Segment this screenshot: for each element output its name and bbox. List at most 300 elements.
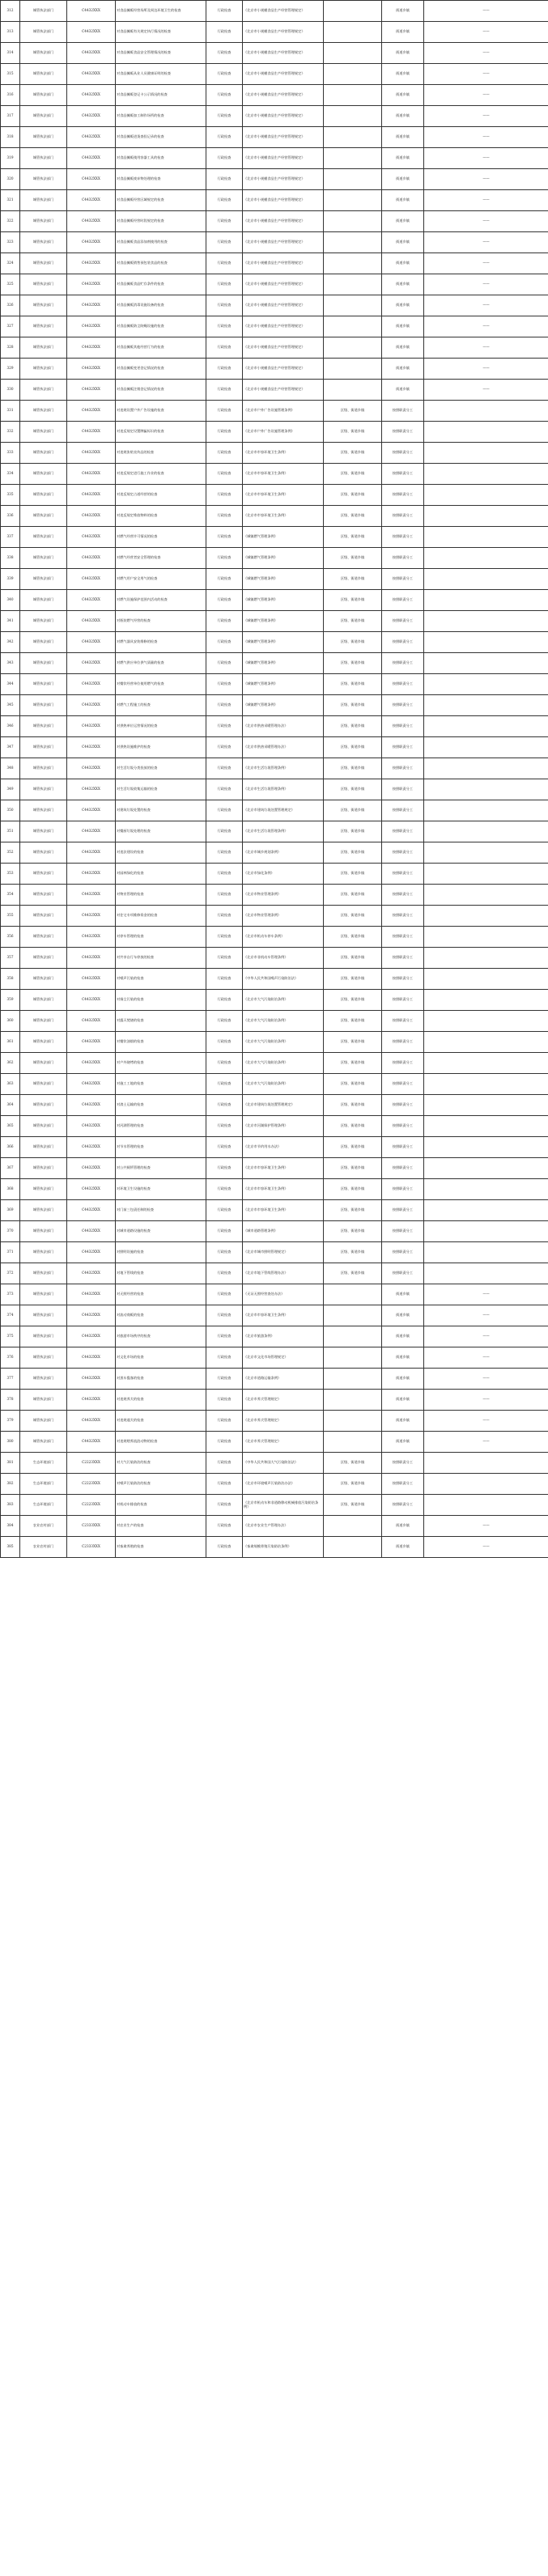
item-code-cell: C4432XXX <box>67 274 116 295</box>
item-code-cell: C4432XXX <box>67 127 116 148</box>
item-code-cell: C4432XXX <box>67 1095 116 1116</box>
table-row <box>1 1474 548 1495</box>
item-code-cell: C4432XXX <box>67 674 116 695</box>
item-name-cell: 对物业管理的检查 <box>116 885 206 906</box>
item-name-cell: 对违反规定堆放物料的检查 <box>116 506 206 527</box>
remarks-cell <box>424 1221 548 1242</box>
item-type-cell: 行政检查 <box>206 1 243 22</box>
remarks-cell <box>424 737 548 758</box>
item-code-cell: C4432XXX <box>67 1326 116 1347</box>
legal-basis-cell: 《北京市市容环境卫生条例》 <box>243 1179 324 1200</box>
table-row <box>1 590 548 611</box>
exercise-level-cell: 街道乡镇 <box>382 295 424 316</box>
legal-basis-cell: 《北京市小规模食品生产经营管理规定》 <box>243 85 324 106</box>
exercise-scope-cell <box>324 253 382 274</box>
item-name-cell: 对食品摊贩消毒设施设备的检查 <box>116 295 206 316</box>
remarks-cell <box>424 548 548 569</box>
item-name-cell: 对违反规定进行施工作业的检查 <box>116 464 206 485</box>
item-code-cell: C2223XXX <box>67 1495 116 1516</box>
exercise-scope-cell: 区级、街道乡镇 <box>324 969 382 990</box>
exercise-level-cell: 街道乡镇 <box>382 1537 424 1558</box>
exercise-level-cell: 按照职责分工 <box>382 695 424 716</box>
exercise-scope-cell: 区级、街道乡镇 <box>324 527 382 548</box>
exercise-scope-cell <box>324 1284 382 1305</box>
table-row <box>1 127 548 148</box>
department-cell: 城管执法部门 <box>20 800 67 821</box>
item-type-cell: 行政检查 <box>206 64 243 85</box>
row-number-cell: 363 <box>1 1074 20 1095</box>
item-name-cell: 对燃气经营者安全管理的检查 <box>116 548 206 569</box>
department-cell: 城管执法部门 <box>20 211 67 232</box>
exercise-level-cell: 按照职责分工 <box>382 1095 424 1116</box>
legal-basis-cell: 《北京市旅游条例》 <box>243 1326 324 1347</box>
exercise-level-cell: 街道乡镇 <box>382 148 424 169</box>
row-number-cell: 350 <box>1 800 20 821</box>
department-cell: 城管执法部门 <box>20 443 67 464</box>
table-row <box>1 316 548 337</box>
item-name-cell: 对公共厕所管理的检查 <box>116 1158 206 1179</box>
row-number-cell: 378 <box>1 1390 20 1411</box>
department-cell: 城管执法部门 <box>20 1116 67 1137</box>
item-code-cell: C4432XXX <box>67 1432 116 1453</box>
item-type-cell: 行政检查 <box>206 1158 243 1179</box>
exercise-scope-cell: 区级、街道乡镇 <box>324 653 382 674</box>
exercise-scope-cell <box>324 1 382 22</box>
exercise-level-cell: 按照职责分工 <box>382 885 424 906</box>
table-row <box>1 779 548 800</box>
remarks-cell <box>424 443 548 464</box>
legal-basis-cell: 《北京市养犬管理规定》 <box>243 1432 324 1453</box>
department-cell: 城管执法部门 <box>20 864 67 885</box>
remarks-cell <box>424 800 548 821</box>
item-type-cell: 行政检查 <box>206 906 243 927</box>
item-type-cell: 行政检查 <box>206 1369 243 1390</box>
item-type-cell: 行政检查 <box>206 295 243 316</box>
remarks-cell: —— <box>424 22 548 43</box>
legal-basis-cell: 《北京市农业生产管理办法》 <box>243 1516 324 1537</box>
item-type-cell: 行政检查 <box>206 885 243 906</box>
exercise-scope-cell: 区级、街道乡镇 <box>324 842 382 864</box>
exercise-level-cell: 按照职责分工 <box>382 1242 424 1263</box>
table-row <box>1 43 548 64</box>
exercise-level-cell: 街道乡镇 <box>382 232 424 253</box>
department-cell: 城管执法部门 <box>20 169 67 190</box>
table-row <box>1 1116 548 1137</box>
item-code-cell: C4432XXX <box>67 1284 116 1305</box>
legal-basis-cell: 《北京市小规模食品生产经营管理规定》 <box>243 106 324 127</box>
row-number-cell: 329 <box>1 359 20 380</box>
remarks-cell <box>424 906 548 927</box>
item-type-cell: 行政检查 <box>206 1053 243 1074</box>
remarks-cell <box>424 422 548 443</box>
item-type-cell: 行政检查 <box>206 1032 243 1053</box>
remarks-cell <box>424 990 548 1011</box>
item-name-cell: 对食品摊贩注销登记情况的检查 <box>116 380 206 401</box>
item-code-cell: C4432XXX <box>67 990 116 1011</box>
exercise-level-cell: 按照职责分工 <box>382 674 424 695</box>
exercise-level-cell: 街道乡镇 <box>382 169 424 190</box>
item-code-cell: C4432XXX <box>67 1053 116 1074</box>
exercise-level-cell: 按照职责分工 <box>382 1011 424 1032</box>
item-code-cell: C2333XXX <box>67 1516 116 1537</box>
legal-basis-cell: 《北京市市容环境卫生条例》 <box>243 1158 324 1179</box>
exercise-level-cell: 按照职责分工 <box>382 864 424 885</box>
item-code-cell: C4432XXX <box>67 1116 116 1137</box>
legal-basis-cell: 《北京市小规模食品生产经营管理规定》 <box>243 295 324 316</box>
row-number-cell: 317 <box>1 106 20 127</box>
legal-basis-cell: 《北京市大气污染防治条例》 <box>243 1011 324 1032</box>
exercise-scope-cell <box>324 337 382 359</box>
exercise-level-cell: 街道乡镇 <box>382 380 424 401</box>
item-name-cell: 对食品摊贩其他经营行为的检查 <box>116 337 206 359</box>
item-code-cell: C4432XXX <box>67 1242 116 1263</box>
department-cell: 城管执法部门 <box>20 464 67 485</box>
department-cell: 城管执法部门 <box>20 948 67 969</box>
legal-basis-cell: 《北京市物业管理条例》 <box>243 885 324 906</box>
row-number-cell: 313 <box>1 22 20 43</box>
item-name-cell: 对食品摊贩变更登记情况的检查 <box>116 359 206 380</box>
table-row <box>1 1390 548 1411</box>
exercise-level-cell: 街道乡镇 <box>382 127 424 148</box>
remarks-cell <box>424 527 548 548</box>
item-code-cell: C4432XXX <box>67 106 116 127</box>
item-type-cell: 行政检查 <box>206 1137 243 1158</box>
legal-basis-cell: 《北京市小规模食品生产经营管理规定》 <box>243 337 324 359</box>
remarks-cell: —— <box>424 316 548 337</box>
exercise-level-cell: 街道乡镇 <box>382 1347 424 1369</box>
row-number-cell: 344 <box>1 674 20 695</box>
department-cell: 城管执法部门 <box>20 1 67 22</box>
row-number-cell: 354 <box>1 885 20 906</box>
row-number-cell: 381 <box>1 1453 20 1474</box>
item-name-cell: 对旅游市场秩序的检查 <box>116 1326 206 1347</box>
table-row <box>1 737 548 758</box>
row-number-cell: 383 <box>1 1495 20 1516</box>
item-name-cell: 对生活垃圾收集运输的检查 <box>116 779 206 800</box>
exercise-level-cell: 按照职责分工 <box>382 1053 424 1074</box>
remarks-cell: —— <box>424 1537 548 1558</box>
department-cell: 城管执法部门 <box>20 927 67 948</box>
exercise-scope-cell: 区级、街道乡镇 <box>324 821 382 842</box>
item-code-cell: C4432XXX <box>67 1221 116 1242</box>
item-code-cell: C4432XXX <box>67 906 116 927</box>
exercise-level-cell: 按照职责分工 <box>382 1074 424 1095</box>
item-name-cell: 对供热设施维护的检查 <box>116 737 206 758</box>
item-code-cell: C4432XXX <box>67 716 116 737</box>
table-row <box>1 85 548 106</box>
exercise-scope-cell: 区级、街道乡镇 <box>324 1116 382 1137</box>
exercise-scope-cell: 区级、街道乡镇 <box>324 800 382 821</box>
exercise-scope-cell: 区级、街道乡镇 <box>324 1032 382 1053</box>
exercise-scope-cell: 区级、街道乡镇 <box>324 864 382 885</box>
remarks-cell <box>424 653 548 674</box>
table-row <box>1 1179 548 1200</box>
item-code-cell: C4432XXX <box>67 295 116 316</box>
item-code-cell: C4432XXX <box>67 422 116 443</box>
remarks-cell: —— <box>424 253 548 274</box>
department-cell: 城管执法部门 <box>20 569 67 590</box>
table-row <box>1 842 548 864</box>
item-name-cell: 对食品摊贩废弃物处理的检查 <box>116 169 206 190</box>
exercise-scope-cell: 区级、街道乡镇 <box>324 1221 382 1242</box>
row-number-cell: 343 <box>1 653 20 674</box>
legal-basis-cell: 《北京市小规模食品生产经营管理规定》 <box>243 64 324 85</box>
department-cell: 城管执法部门 <box>20 716 67 737</box>
department-cell: 城管执法部门 <box>20 1179 67 1200</box>
item-code-cell: C4432XXX <box>67 485 116 506</box>
remarks-cell: —— <box>424 1369 548 1390</box>
item-code-cell: C4432XXX <box>67 253 116 274</box>
exercise-level-cell: 按照职责分工 <box>382 1453 424 1474</box>
exercise-level-cell: 街道乡镇 <box>382 1369 424 1390</box>
remarks-cell <box>424 969 548 990</box>
exercise-scope-cell: 区级、街道乡镇 <box>324 401 382 422</box>
item-type-cell: 行政检查 <box>206 1326 243 1347</box>
exercise-scope-cell <box>324 274 382 295</box>
legal-basis-cell: 《北京市小规模食品生产经营管理规定》 <box>243 190 324 211</box>
exercise-level-cell: 按照职责分工 <box>382 1116 424 1137</box>
row-number-cell: 345 <box>1 695 20 716</box>
exercise-scope-cell: 区级、街道乡镇 <box>324 1053 382 1074</box>
item-code-cell: C4432XXX <box>67 1011 116 1032</box>
exercise-scope-cell <box>324 190 382 211</box>
exercise-level-cell: 按照职责分工 <box>382 1032 424 1053</box>
table-row <box>1 232 548 253</box>
legal-basis-cell: 《城镇燃气管理条例》 <box>243 569 324 590</box>
exercise-scope-cell: 区级、街道乡镇 <box>324 548 382 569</box>
department-cell: 城管执法部门 <box>20 1347 67 1369</box>
item-type-cell: 行政检查 <box>206 1305 243 1326</box>
row-number-cell: 376 <box>1 1347 20 1369</box>
exercise-scope-cell <box>324 1411 382 1432</box>
exercise-scope-cell <box>324 1432 382 1453</box>
item-name-cell: 对渣土运输的检查 <box>116 1095 206 1116</box>
item-type-cell: 行政检查 <box>206 169 243 190</box>
exercise-level-cell: 按照职责分工 <box>382 1200 424 1221</box>
item-code-cell: C4432XXX <box>67 22 116 43</box>
department-cell: 城管执法部门 <box>20 401 67 422</box>
item-name-cell: 对施工工地的检查 <box>116 1074 206 1095</box>
item-name-cell: 对扬尘污染的检查 <box>116 990 206 1011</box>
exercise-scope-cell: 区级、街道乡镇 <box>324 1263 382 1284</box>
item-name-cell: 对食品摊贩食品安全管理情况的检查 <box>116 43 206 64</box>
department-cell: 城管执法部门 <box>20 1158 67 1179</box>
row-number-cell: 360 <box>1 1011 20 1032</box>
item-code-cell: C4432XXX <box>67 1158 116 1179</box>
remarks-cell: —— <box>424 190 548 211</box>
item-name-cell: 对燃气经营许可情况的检查 <box>116 527 206 548</box>
legal-basis-cell: 《北京市生活垃圾管理条例》 <box>243 758 324 779</box>
row-number-cell: 319 <box>1 148 20 169</box>
exercise-level-cell: 按照职责分工 <box>382 1495 424 1516</box>
remarks-cell: —— <box>424 1390 548 1411</box>
legal-basis-cell: 《城镇燃气管理条例》 <box>243 611 324 632</box>
remarks-cell <box>424 842 548 864</box>
table-row <box>1 569 548 590</box>
department-cell: 城管执法部门 <box>20 990 67 1011</box>
department-cell: 城管执法部门 <box>20 1011 67 1032</box>
legal-basis-cell: 《北京市城市照明管理规定》 <box>243 1242 324 1263</box>
row-number-cell: 333 <box>1 443 20 464</box>
row-number-cell: 314 <box>1 43 20 64</box>
legal-basis-cell: 《北京市户外广告设施管理条例》 <box>243 401 324 422</box>
item-type-cell: 行政检查 <box>206 1495 243 1516</box>
legal-basis-cell: 《城镇燃气管理条例》 <box>243 590 324 611</box>
item-type-cell: 行政检查 <box>206 632 243 653</box>
table-row <box>1 716 548 737</box>
exercise-scope-cell: 区级、街道乡镇 <box>324 906 382 927</box>
item-name-cell: 对机动车排放的检查 <box>116 1495 206 1516</box>
table-row <box>1 22 548 43</box>
exercise-scope-cell: 区级、街道乡镇 <box>324 758 382 779</box>
exercise-scope-cell <box>324 1305 382 1326</box>
item-type-cell: 行政检查 <box>206 737 243 758</box>
remarks-cell <box>424 569 548 590</box>
remarks-cell: —— <box>424 1284 548 1305</box>
legal-basis-cell: 《北京市河湖保护管理条例》 <box>243 1116 324 1137</box>
item-code-cell: C4432XXX <box>67 842 116 864</box>
item-name-cell: 对户外烧烤的检查 <box>116 1053 206 1074</box>
item-code-cell: C4432XXX <box>67 569 116 590</box>
item-type-cell: 行政检查 <box>206 821 243 842</box>
department-cell: 城管执法部门 <box>20 548 67 569</box>
item-type-cell: 行政检查 <box>206 674 243 695</box>
item-code-cell: C4432XXX <box>67 548 116 569</box>
exercise-level-cell: 按照职责分工 <box>382 422 424 443</box>
item-code-cell: C4432XXX <box>67 443 116 464</box>
department-cell: 城管执法部门 <box>20 1390 67 1411</box>
legal-basis-cell: 《北京市大气污染防治条例》 <box>243 990 324 1011</box>
row-number-cell: 326 <box>1 295 20 316</box>
exercise-scope-cell: 区级、街道乡镇 <box>324 506 382 527</box>
department-cell: 城管执法部门 <box>20 295 67 316</box>
legal-basis-cell: 《北京市小规模食品生产经营管理规定》 <box>243 43 324 64</box>
item-code-cell: C4432XXX <box>67 969 116 990</box>
row-number-cell: 328 <box>1 337 20 359</box>
remarks-cell: —— <box>424 337 548 359</box>
legal-basis-cell: 《无证无照经营查处办法》 <box>243 1284 324 1305</box>
legal-basis-cell: 《北京市小规模食品生产经营管理规定》 <box>243 232 324 253</box>
item-type-cell: 行政检查 <box>206 1221 243 1242</box>
exercise-level-cell: 按照职责分工 <box>382 401 424 422</box>
item-type-cell: 行政检查 <box>206 1347 243 1369</box>
item-name-cell: 对节水管理的检查 <box>116 1137 206 1158</box>
exercise-level-cell: 街道乡镇 <box>382 359 424 380</box>
legal-basis-cell: 《北京市地下管线管理办法》 <box>243 1263 324 1284</box>
remarks-cell <box>424 1032 548 1053</box>
item-type-cell: 行政检查 <box>206 969 243 990</box>
row-number-cell: 325 <box>1 274 20 295</box>
item-name-cell: 对食品摊贩防尘防蝇设施的检查 <box>116 316 206 337</box>
legal-basis-cell: 《北京市物业管理条例》 <box>243 906 324 927</box>
legal-basis-cell: 《北京市文化市场管理规定》 <box>243 1347 324 1369</box>
item-name-cell: 对食品摊贩使用容器工具的检查 <box>116 148 206 169</box>
item-type-cell: 行政检查 <box>206 779 243 800</box>
legal-basis-cell: 《北京市生活垃圾管理条例》 <box>243 779 324 800</box>
legal-basis-cell: 《北京市道路运输条例》 <box>243 1369 324 1390</box>
legal-basis-cell: 《城镇燃气管理条例》 <box>243 695 324 716</box>
legal-basis-cell: 《北京市机动车停车条例》 <box>243 927 324 948</box>
row-number-cell: 382 <box>1 1474 20 1495</box>
remarks-cell <box>424 1200 548 1221</box>
item-type-cell: 行政检查 <box>206 695 243 716</box>
row-number-cell: 341 <box>1 611 20 632</box>
item-type-cell: 行政检查 <box>206 1411 243 1432</box>
department-cell: 城管执法部门 <box>20 274 67 295</box>
exercise-level-cell: 按照职责分工 <box>382 800 424 821</box>
item-name-cell: 对违规遛犬的检查 <box>116 1411 206 1432</box>
exercise-level-cell: 街道乡镇 <box>382 337 424 359</box>
item-code-cell: C4432XXX <box>67 337 116 359</box>
legal-basis-cell: 《北京市大气污染防治条例》 <box>243 1032 324 1053</box>
table-row <box>1 1495 548 1516</box>
exercise-level-cell: 按照职责分工 <box>382 927 424 948</box>
item-name-cell: 对燃气工程施工的检查 <box>116 695 206 716</box>
legal-basis-cell: 《中华人民共和国噪声污染防治法》 <box>243 969 324 990</box>
table-row <box>1 443 548 464</box>
item-code-cell: C4432XXX <box>67 506 116 527</box>
remarks-cell <box>424 821 548 842</box>
exercise-scope-cell: 区级、街道乡镇 <box>324 674 382 695</box>
item-type-cell: 行政检查 <box>206 1516 243 1537</box>
table-row <box>1 611 548 632</box>
remarks-cell <box>424 1116 548 1137</box>
exercise-scope-cell <box>324 22 382 43</box>
department-cell: 城管执法部门 <box>20 590 67 611</box>
remarks-cell <box>424 464 548 485</box>
row-number-cell: 349 <box>1 779 20 800</box>
department-cell: 城管执法部门 <box>20 85 67 106</box>
exercise-level-cell: 按照职责分工 <box>382 485 424 506</box>
remarks-cell <box>424 1242 548 1263</box>
exercise-level-cell: 按照职责分工 <box>382 821 424 842</box>
item-type-cell: 行政检查 <box>206 359 243 380</box>
table-row <box>1 253 548 274</box>
row-number-cell: 348 <box>1 758 20 779</box>
item-name-cell: 对黑车揽客的检查 <box>116 1369 206 1390</box>
item-name-cell: 对食品摊贩加工制作场所的检查 <box>116 106 206 127</box>
legal-basis-cell: 《北京市小规模食品生产经营管理规定》 <box>243 316 324 337</box>
exercise-scope-cell <box>324 1369 382 1390</box>
remarks-cell <box>424 674 548 695</box>
item-code-cell: C4432XXX <box>67 1032 116 1053</box>
item-code-cell: C4432XXX <box>67 611 116 632</box>
item-type-cell: 行政检查 <box>206 611 243 632</box>
item-code-cell: C4432XXX <box>67 927 116 948</box>
row-number-cell: 323 <box>1 232 20 253</box>
exercise-level-cell: 街道乡镇 <box>382 1 424 22</box>
remarks-cell <box>424 716 548 737</box>
row-number-cell: 318 <box>1 127 20 148</box>
table-row <box>1 1200 548 1221</box>
item-code-cell: C4432XXX <box>67 232 116 253</box>
remarks-cell: —— <box>424 148 548 169</box>
department-cell: 城管执法部门 <box>20 653 67 674</box>
item-type-cell: 行政检查 <box>206 1011 243 1032</box>
item-type-cell: 行政检查 <box>206 1432 243 1453</box>
item-code-cell: C4432XXX <box>67 316 116 337</box>
row-number-cell: 364 <box>1 1095 20 1116</box>
table-row <box>1 422 548 443</box>
item-type-cell: 行政检查 <box>206 1453 243 1474</box>
row-number-cell: 321 <box>1 190 20 211</box>
legal-basis-cell: 《北京市环境噪声污染防治办法》 <box>243 1474 324 1495</box>
legal-basis-cell: 《北京市小规模食品生产经营管理规定》 <box>243 127 324 148</box>
item-type-cell: 行政检查 <box>206 22 243 43</box>
legal-basis-cell: 《中华人民共和国大气污染防治法》 <box>243 1453 324 1474</box>
row-number-cell: 368 <box>1 1179 20 1200</box>
table-row <box>1 948 548 969</box>
